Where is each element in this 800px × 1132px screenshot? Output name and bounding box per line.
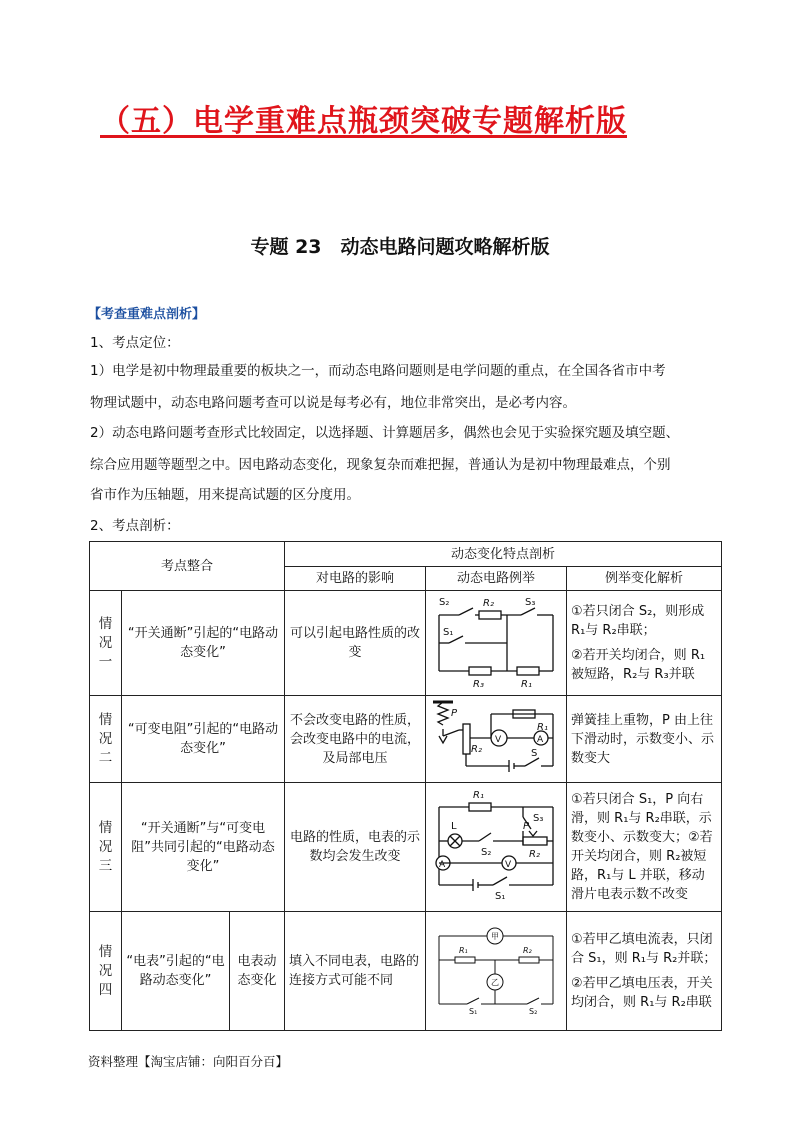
table-row	[90, 696, 722, 783]
label-jia: 甲	[491, 932, 500, 941]
paragraph-3: 物理试题中，动态电路问题考查可以说是每考必有，地位非常突出，是必考内容。	[90, 395, 576, 411]
label-s1: S₁	[495, 891, 506, 902]
circuit-diagram-3	[426, 783, 567, 912]
label-v: V	[505, 860, 512, 870]
paragraph-5: 综合应用题等题型之中。因电路动态变化，现象复杂而难把握，普通认为是初中物理最难点，个别	[90, 457, 671, 473]
label-s2: S₂	[529, 1007, 538, 1016]
table-row	[90, 783, 722, 912]
label-v: V	[495, 735, 502, 745]
label-r2: R₂	[483, 598, 494, 609]
label-r1: R₁	[521, 679, 532, 687]
label-a: A	[439, 860, 446, 870]
label-s1: S₁	[443, 627, 454, 638]
analysis-line: ②若开关均闭合，则 R₁被短路，R₂与 R₃并联	[571, 648, 706, 682]
header-effect: 对电路的影响	[285, 567, 426, 591]
analysis-line: ①若甲乙填电流表，只闭合 S₁，则 R₁与 R₂并联；	[571, 932, 717, 966]
table-row	[90, 912, 722, 1031]
label-r2: R₂	[523, 946, 532, 955]
label-a: A	[537, 735, 544, 745]
circuit-diagram-2	[426, 696, 567, 783]
header-analysis: 例举变化解析	[567, 567, 722, 591]
analysis-line: ①若只闭合 S₁，P 向右滑，则 R₁与 R₂串联，示数变小、示数变大；②若开关均闭合，则 R₂被短路，R₁与 L 并联，移动滑片电表示数不改变	[571, 792, 713, 902]
label-yi: 乙	[491, 978, 500, 987]
header-example: 动态电路例举	[426, 567, 567, 591]
paragraph-1: 1、考点定位：	[90, 335, 180, 351]
case-effect: 填入不同电表，电路的连接方式可能不同	[285, 912, 426, 1031]
header-dynamic: 动态变化特点剖析	[285, 542, 722, 567]
case-cause: “开关通断”与“可变电阻”共同引起的“电路动态变化”	[122, 783, 285, 912]
analysis-line: ②若甲乙填电压表，开关均闭合，则 R₁与 R₂串联	[571, 976, 713, 1010]
label-r1: R₁	[459, 946, 468, 955]
label-r1: R₁	[537, 722, 548, 733]
circuit-diagram-1	[426, 591, 567, 696]
table-row	[90, 591, 722, 696]
label-s1: S₁	[469, 1007, 478, 1016]
case-analysis	[567, 783, 722, 912]
label-p: P	[451, 708, 458, 719]
case-sub: 电表动态变化	[230, 912, 285, 1031]
label-r1: R₁	[473, 790, 484, 801]
case-label: 情况二	[90, 696, 122, 783]
label-p: P	[523, 821, 530, 832]
label-s2: S₂	[439, 597, 450, 608]
case-cause: “开关通断”引起的“电路动态变化”	[122, 591, 285, 696]
main-title: （五）电学重难点瓶颈突破专题解析版	[100, 104, 627, 139]
case-cause: “电表”引起的“电路动态变化”	[122, 912, 230, 1031]
analysis-table	[89, 541, 722, 1031]
label-s: S	[531, 748, 538, 759]
footer-note: 资料整理【淘宝店铺：向阳百分百】	[88, 1054, 289, 1069]
case-cause: “可变电阻”引起的“电路动态变化”	[122, 696, 285, 783]
paragraph-6: 省市作为压轴题，用来提高试题的区分度用。	[90, 487, 360, 503]
case-effect: 可以引起电路性质的改变	[285, 591, 426, 696]
paragraph-7: 2、考点剖析：	[90, 518, 180, 534]
section-heading: 【考查重难点剖析】	[88, 307, 206, 322]
analysis-line: ①若只闭合 S₂，则形成 R₁与 R₂串联；	[571, 604, 705, 638]
label-s3: S₃	[525, 597, 536, 608]
label-r3: R₃	[473, 679, 484, 687]
analysis-line: 弹簧挂上重物，P 由上往下滑动时，示数变小、示数变大	[571, 712, 715, 766]
paragraph-2: 1）电学是初中物理最重要的板块之一，而动态电路问题则是电学问题的重点，在全国各省市中考	[90, 363, 666, 379]
label-r2: R₂	[471, 744, 482, 755]
label-s3: S₃	[533, 813, 544, 824]
sub-title: 专题 23 动态电路问题攻略解析版	[250, 236, 550, 258]
paragraph-4: 2）动态电路问题考查形式比较固定，以选择题、计算题居多，偶然也会见于实验探究题及填空题、	[90, 425, 680, 441]
case-effect: 电路的性质，电表的示数均会发生改变	[285, 783, 426, 912]
label-s2: S₂	[481, 847, 492, 858]
case-label: 情况三	[90, 783, 122, 912]
case-label: 情况四	[90, 912, 122, 1031]
case-analysis	[567, 696, 722, 783]
case-label: 情况一	[90, 591, 122, 696]
header-integrate: 考点整合	[90, 542, 285, 591]
case-effect: 不会改变电路的性质，会改变电路中的电流，及局部电压	[285, 696, 426, 783]
label-r2: R₂	[529, 849, 540, 860]
case-analysis	[567, 912, 722, 1031]
circuit-diagram-4	[426, 912, 567, 1031]
label-l: L	[451, 821, 457, 832]
case-analysis	[567, 591, 722, 696]
